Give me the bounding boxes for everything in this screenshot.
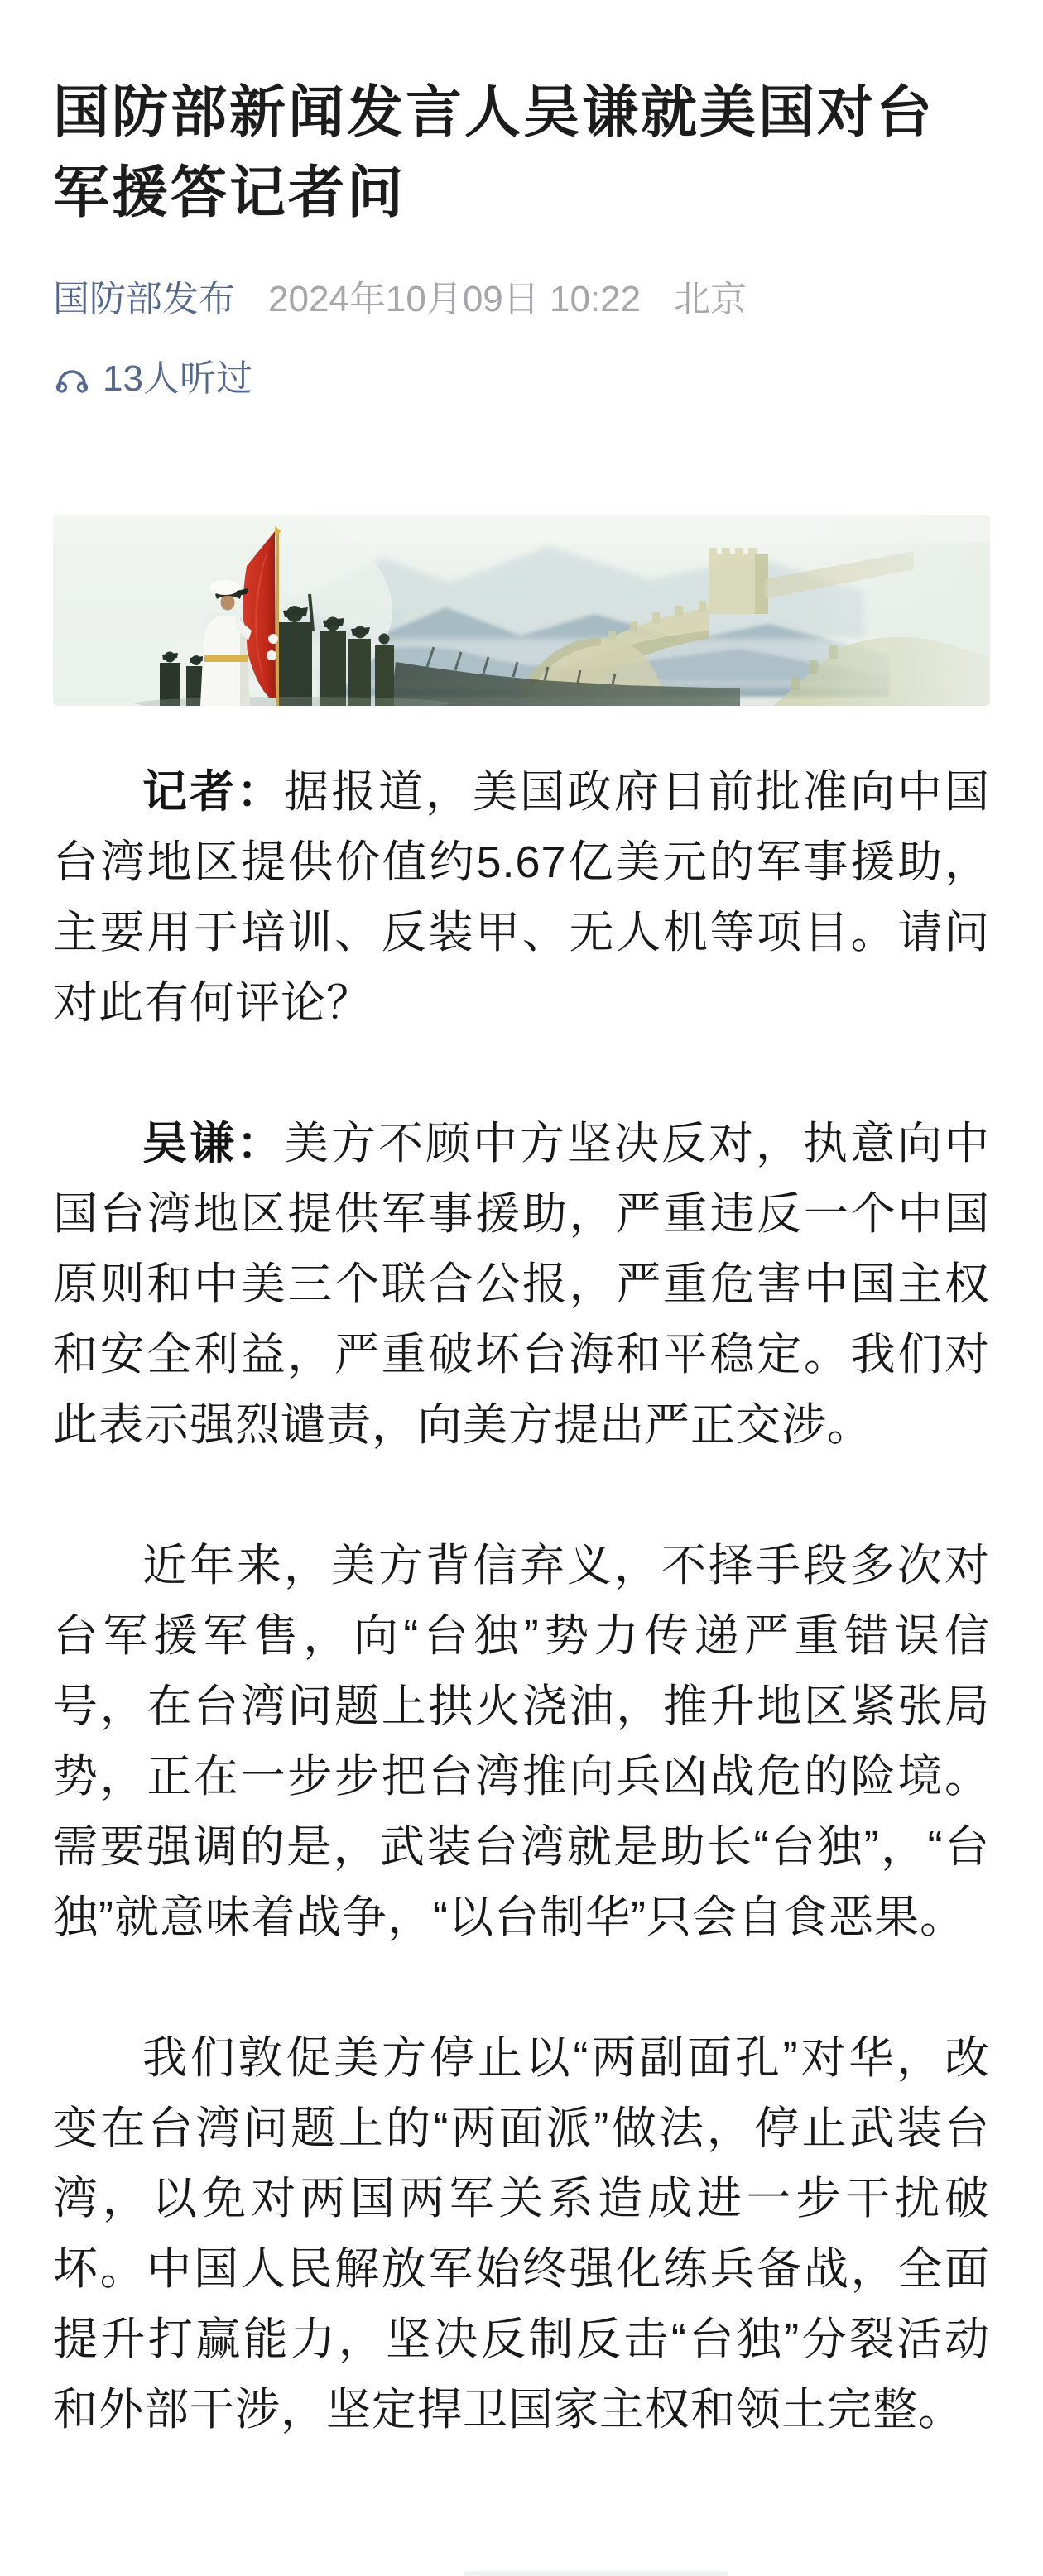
paragraph-text: 近年来，美方背信弃义，不择手段多次对台军援军售，向“台独”势力传递严重错误信号，在台湾问题上拱火浇油，推升地区紧张局势，正在一步步把台湾推向兵凶战危的险境。需要强调的是，武装台湾就是助长“台独”，“台独”就意味着战争，“以台制华”只会自食恶果。 bbox=[53, 1541, 990, 1942]
next-content-peek bbox=[464, 2571, 728, 2576]
article-body bbox=[53, 757, 990, 2445]
publish-location: 北京 bbox=[674, 279, 747, 319]
paragraph-text: 据报道，美国政府日前批准向中国台湾地区提供价值约5.67亿美元的军事援助，主要用于培训、反装甲、无人机等项目。请问对此有何评论？ bbox=[53, 767, 990, 1028]
paragraph-reporter bbox=[53, 757, 990, 1039]
headphone-icon bbox=[53, 360, 91, 398]
paragraph-text: 美方不顾中方坚决反对，执意向中国台湾地区提供军事援助，严重违反一个中国原则和中美三个联合公报，严重危害中国主权和安全利益，严重破坏台海和平稳定。我们对此表示强烈谴责，向美方提出严正交涉。 bbox=[53, 1119, 990, 1450]
paragraph-text: 我们敦促美方停止以“两副面孔”对华，改变在台湾问题上的“两面派”做法，停止武装台湾，以免对两国两军关系造成进一步干扰破坏。中国人民解放军始终强化练兵备战，全面提升打赢能力，坚决反制反击“台独”分裂活动和外部干涉，坚定捍卫国家主权和领土完整。 bbox=[53, 2033, 990, 2434]
listen-button[interactable] bbox=[53, 359, 990, 399]
page-title: 国防部新闻发言人吴谦就美国对台军援答记者问 bbox=[53, 81, 935, 224]
paragraph-spokesman-2 bbox=[53, 1531, 990, 1953]
speaker-label: 吴谦： bbox=[142, 1119, 284, 1168]
listen-count-label: 13人听过 bbox=[103, 358, 252, 399]
paragraph-spokesman-3 bbox=[53, 2023, 990, 2445]
banner-image[interactable] bbox=[53, 515, 990, 706]
article-meta bbox=[53, 278, 990, 321]
publish-date: 2024年10月09日 10:22 bbox=[268, 279, 642, 319]
paragraph-spokesman-1 bbox=[53, 1109, 990, 1461]
speaker-label: 记者： bbox=[142, 767, 284, 817]
publisher-link[interactable]: 国防部发布 bbox=[53, 279, 235, 319]
